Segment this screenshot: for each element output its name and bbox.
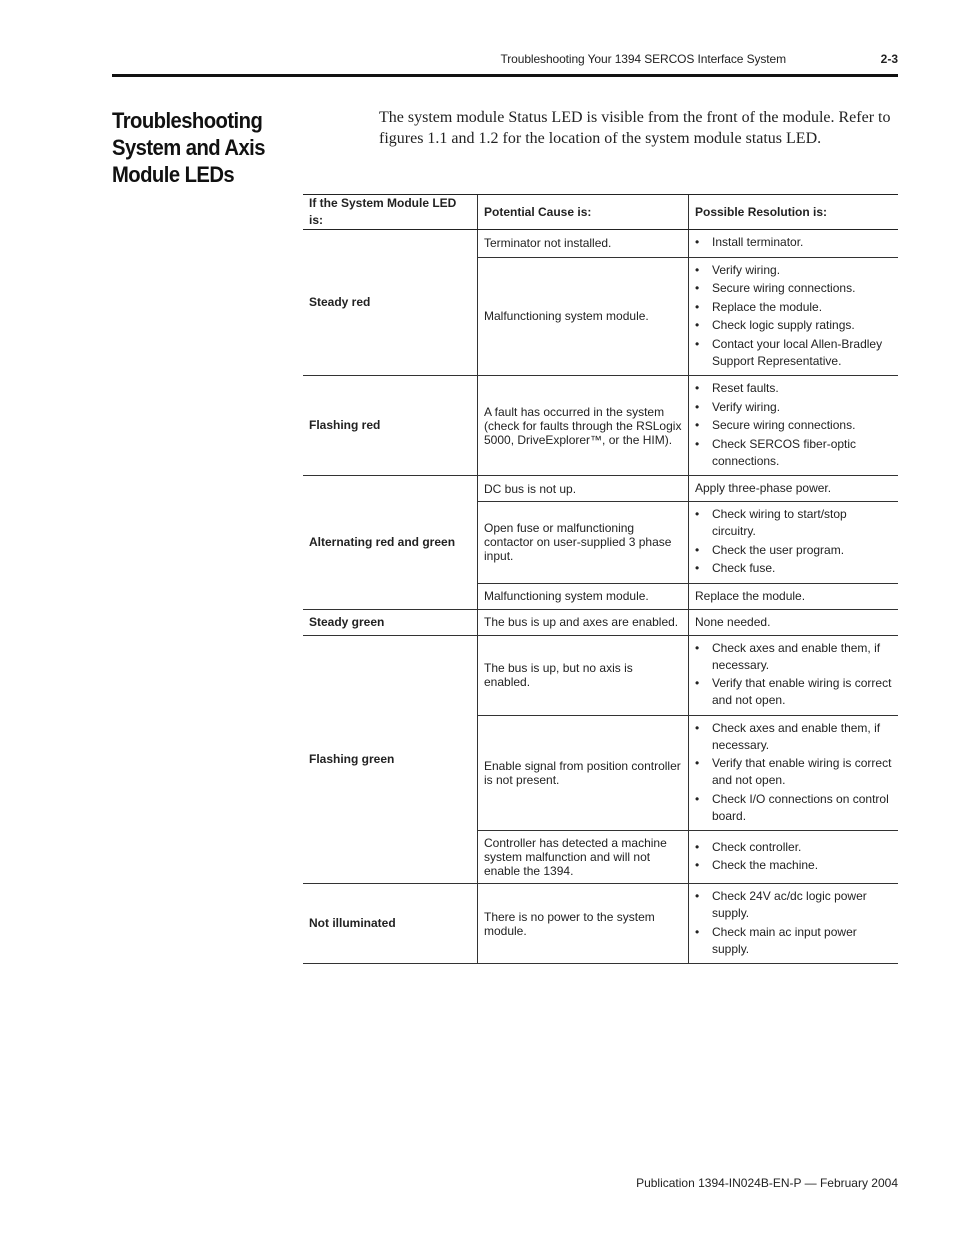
resolution-item: • Check axes and enable them, if necessary.: [695, 640, 892, 674]
resolution-item: • Check SERCOS fiber-optic connections.: [695, 436, 892, 470]
table-row: [303, 376, 898, 476]
resolution-item: • Secure wiring connections.: [695, 417, 892, 434]
cause-cell: DC bus is not up.: [478, 476, 689, 502]
resolution-item: • Check wiring to start/stop circuitry.: [695, 506, 892, 540]
resolution-cell: [689, 502, 899, 584]
resolution-list: [695, 835, 892, 880]
column-header-cause: Potential Cause is:: [478, 195, 689, 230]
led-troubleshooting-table: [303, 194, 898, 964]
resolution-cell: [689, 609, 899, 635]
table-row: [303, 635, 898, 715]
page-number: 2-3: [880, 52, 898, 66]
resolution-cell: [689, 230, 899, 258]
resolution-item: • Install terminator.: [695, 234, 892, 251]
table-row: [303, 609, 898, 635]
resolution-item: • Reset faults.: [695, 380, 892, 397]
resolution-list: [695, 230, 892, 257]
resolution-cell: [689, 476, 899, 502]
resolution-cell: [689, 257, 899, 376]
resolution-item: • Check I/O connections on control board.: [695, 791, 892, 825]
cause-cell: Controller has detected a machine system malfunction and will not enable the 1394.: [478, 831, 689, 884]
resolution-text: None needed.: [695, 614, 771, 629]
intro-paragraph: The system module Status LED is visible from the front of the module. Refer to figures 1.1 and 1.2 for the location of the system module status LED.: [379, 109, 891, 147]
resolution-list: [695, 716, 892, 831]
resolution-cell: [689, 376, 899, 476]
resolution-item: • Contact your local Allen-Bradley Support Representative.: [695, 336, 892, 370]
resolution-item: • Check main ac input power supply.: [695, 924, 892, 958]
publication-footer: Publication 1394-IN024B-EN-P — February 2004: [636, 1176, 898, 1190]
cause-cell: Enable signal from position controller is not present.: [478, 715, 689, 831]
resolution-list: [695, 376, 892, 475]
resolution-cell: [689, 831, 899, 884]
resolution-cell: [689, 884, 899, 964]
resolution-item: • Verify that enable wiring is correct and not open.: [695, 675, 892, 709]
cause-cell: Malfunctioning system module.: [478, 583, 689, 609]
led-state-cell: Steady green: [303, 609, 478, 635]
cause-cell: The bus is up, but no axis is enabled.: [478, 635, 689, 715]
led-state-cell: Flashing green: [303, 635, 478, 884]
resolution-text: Apply three-phase power.: [695, 481, 832, 495]
led-state-cell: Flashing red: [303, 376, 478, 476]
resolution-list: [695, 502, 892, 583]
table-row: [303, 230, 898, 258]
resolution-item: • Check axes and enable them, if necessary.: [695, 720, 892, 754]
resolution-list: [695, 258, 892, 376]
led-state-cell: Alternating red and green: [303, 476, 478, 610]
resolution-item: • Replace the module.: [695, 299, 892, 316]
resolution-item: • Check the user program.: [695, 542, 892, 559]
cause-cell: Malfunctioning system module.: [478, 257, 689, 376]
resolution-item: • Check the machine.: [695, 857, 892, 874]
cause-cell: Open fuse or malfunctioning contactor on user-supplied 3 phase input.: [478, 502, 689, 584]
column-header-resolution: Possible Resolution is:: [689, 195, 899, 230]
header-rule: [112, 74, 898, 77]
resolution-item: • Check fuse.: [695, 560, 892, 577]
led-state-cell: Steady red: [303, 230, 478, 376]
resolution-cell: [689, 715, 899, 831]
resolution-item: • Check logic supply ratings.: [695, 317, 892, 334]
resolution-item: • Secure wiring connections.: [695, 280, 892, 297]
resolution-item: • Verify that enable wiring is correct and not open.: [695, 755, 892, 789]
cause-cell: Terminator not installed.: [478, 230, 689, 258]
led-state-cell: Not illuminated: [303, 884, 478, 964]
running-title: Troubleshooting Your 1394 SERCOS Interface System: [500, 52, 786, 66]
cause-cell: A fault has occurred in the system (check for faults through the RSLogix 5000, DriveExplorer™, or the HIM).: [478, 376, 689, 476]
cause-cell: The bus is up and axes are enabled.: [478, 609, 689, 635]
column-header-led: If the System Module LED is:: [303, 195, 478, 230]
table-row: [303, 884, 898, 964]
table-header-row: [303, 195, 898, 230]
resolution-item: • Check 24V ac/dc logic power supply.: [695, 888, 892, 922]
cause-cell: There is no power to the system module.: [478, 884, 689, 964]
resolution-cell: [689, 583, 899, 609]
resolution-item: • Verify wiring.: [695, 399, 892, 416]
resolution-list: [695, 884, 892, 963]
resolution-item: • Check controller.: [695, 839, 892, 856]
resolution-cell: [689, 635, 899, 715]
resolution-list: [695, 636, 892, 715]
resolution-item: • Verify wiring.: [695, 262, 892, 279]
table-body: [303, 230, 898, 964]
table-row: [303, 476, 898, 502]
resolution-text: Replace the module.: [695, 588, 806, 603]
section-title: Troubleshooting System and Axis Module LEDs: [112, 108, 265, 187]
